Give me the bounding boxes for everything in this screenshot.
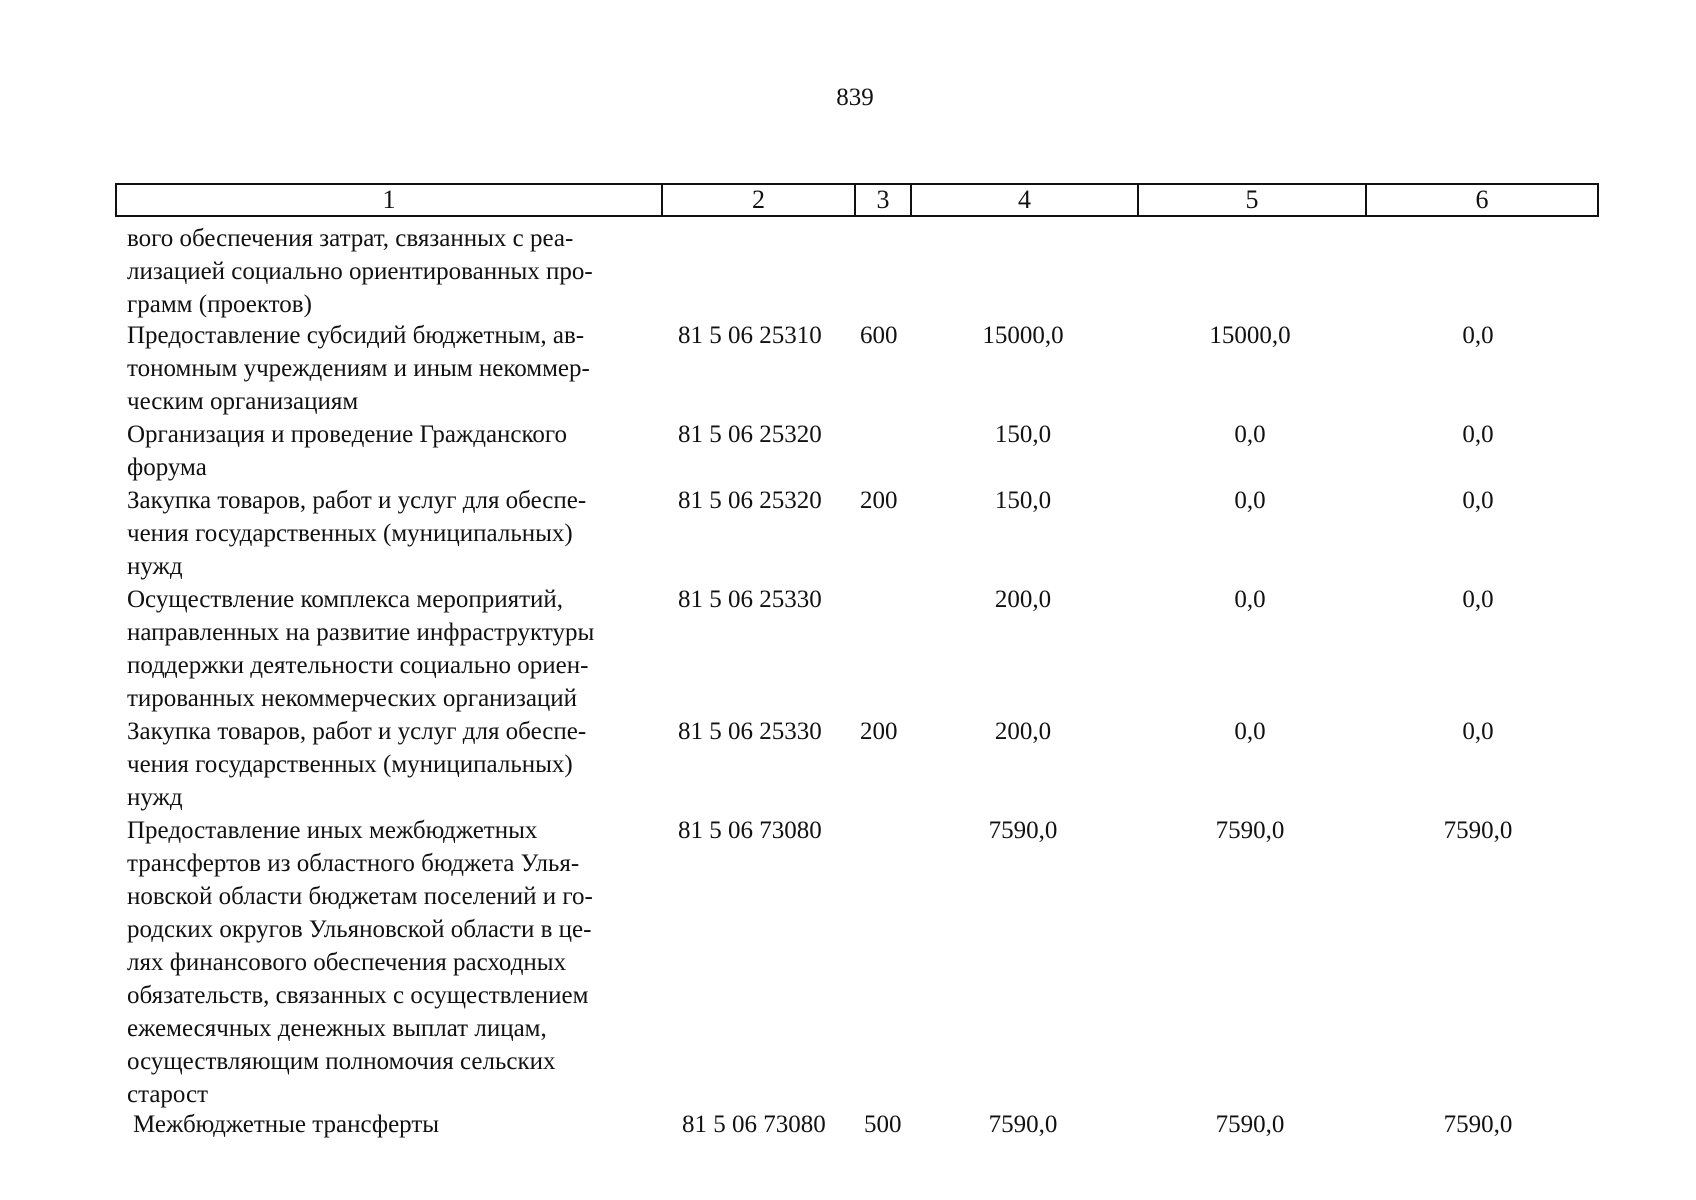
row-description [127, 418, 652, 484]
text-line: обязательств, связанных с осуществлением [127, 982, 589, 1009]
page-number: 839 [836, 84, 874, 111]
row-col-4: 7590,0 [988, 1111, 1058, 1138]
row-col-5: 7590,0 [1215, 1111, 1285, 1138]
row-expense-type: 200 [860, 718, 898, 745]
text-line: Закупка товаров, работ и услуг для обеспе- [127, 487, 587, 514]
text-line: нужд [127, 553, 183, 580]
row-col-5: 0,0 [1234, 718, 1266, 745]
row-col-4: 150,0 [994, 421, 1052, 448]
text-line: Закупка товаров, работ и услуг для обеспе- [127, 718, 587, 745]
header-col-2: 2 [663, 185, 856, 215]
row-code: 81 5 06 73080 [678, 817, 822, 844]
row-code: 81 5 06 25320 [678, 487, 822, 514]
row-col-6: 0,0 [1462, 718, 1494, 745]
row-code: 81 5 06 25330 [678, 718, 822, 745]
text-line: тономным учреждениям и иным некоммер- [127, 355, 590, 382]
text-line: вого обеспечения затрат, связанных с реа- [127, 225, 574, 252]
row-col-4: 200,0 [994, 586, 1052, 613]
row-col-5: 0,0 [1234, 586, 1266, 613]
row-description [127, 583, 652, 715]
table-header [115, 183, 1599, 217]
row-description [127, 319, 652, 418]
row-code: 81 5 06 73080 [682, 1111, 826, 1138]
row-col-6: 0,0 [1462, 421, 1494, 448]
row-expense-type: 600 [860, 322, 898, 349]
row-expense-type: 500 [864, 1111, 902, 1138]
row-code: 81 5 06 25330 [678, 586, 822, 613]
text-line: Предоставление субсидий бюджетным, ав- [127, 322, 585, 349]
row-col-4: 200,0 [994, 718, 1052, 745]
row-code: 81 5 06 25320 [678, 421, 822, 448]
text-line: тированных некоммерческих организаций [127, 685, 578, 712]
header-col-4: 4 [912, 185, 1139, 215]
text-line: чения государственных (муниципальных) [127, 751, 573, 778]
row-col-6: 7590,0 [1443, 817, 1513, 844]
row-col-4: 7590,0 [988, 817, 1058, 844]
row-description [127, 715, 652, 814]
row-description [127, 484, 652, 583]
text-line: нужд [127, 784, 183, 811]
text-line: осуществляющим полномочия сельских [127, 1048, 556, 1075]
row-col-4: 15000,0 [982, 322, 1064, 349]
row-col-5: 7590,0 [1215, 817, 1285, 844]
row-col-6: 7590,0 [1443, 1111, 1513, 1138]
row-description [133, 1108, 658, 1141]
text-line: ческим организациям [127, 388, 359, 415]
text-line: форума [127, 454, 207, 481]
text-line: грамм (проектов) [127, 291, 312, 318]
text-line: Предоставление иных межбюджетных [127, 817, 538, 844]
text-line: Осуществление комплекса мероприятий, [127, 586, 564, 613]
text-line: чения государственных (муниципальных) [127, 520, 573, 547]
text-line: ежемесячных денежных выплат лицам, [127, 1015, 547, 1042]
text-line: поддержки деятельности социально ориен- [127, 652, 589, 679]
text-line: старост [127, 1081, 209, 1108]
header-col-1: 1 [117, 185, 663, 215]
row-col-6: 0,0 [1462, 322, 1494, 349]
row-col-5: 0,0 [1234, 421, 1266, 448]
text-line: родских округов Ульяновской области в це- [127, 916, 592, 943]
header-col-6: 6 [1475, 185, 1489, 214]
row-expense-type: 200 [860, 487, 898, 514]
row-col-5: 15000,0 [1209, 322, 1291, 349]
text-line: направленных на развитие инфраструктуры [127, 619, 595, 646]
row-description [127, 814, 652, 1111]
row-code: 81 5 06 25310 [678, 322, 822, 349]
row-col-5: 0,0 [1234, 487, 1266, 514]
header-col-3: 3 [856, 185, 912, 215]
text-line: трансфертов из областного бюджета Улья- [127, 850, 580, 877]
text-line: лях финансового обеспечения расходных [127, 949, 567, 976]
text-line: Межбюджетные трансферты [133, 1111, 440, 1138]
text-line: Организация и проведение Гражданского [127, 421, 568, 448]
row-col-6: 0,0 [1462, 487, 1494, 514]
text-line: новской области бюджетам поселений и го- [127, 883, 593, 910]
header-col-5: 5 [1139, 185, 1367, 215]
row-col-4: 150,0 [994, 487, 1052, 514]
row-description [127, 222, 652, 321]
text-line: лизацией социально ориентированных про- [127, 258, 593, 285]
row-col-6: 0,0 [1462, 586, 1494, 613]
